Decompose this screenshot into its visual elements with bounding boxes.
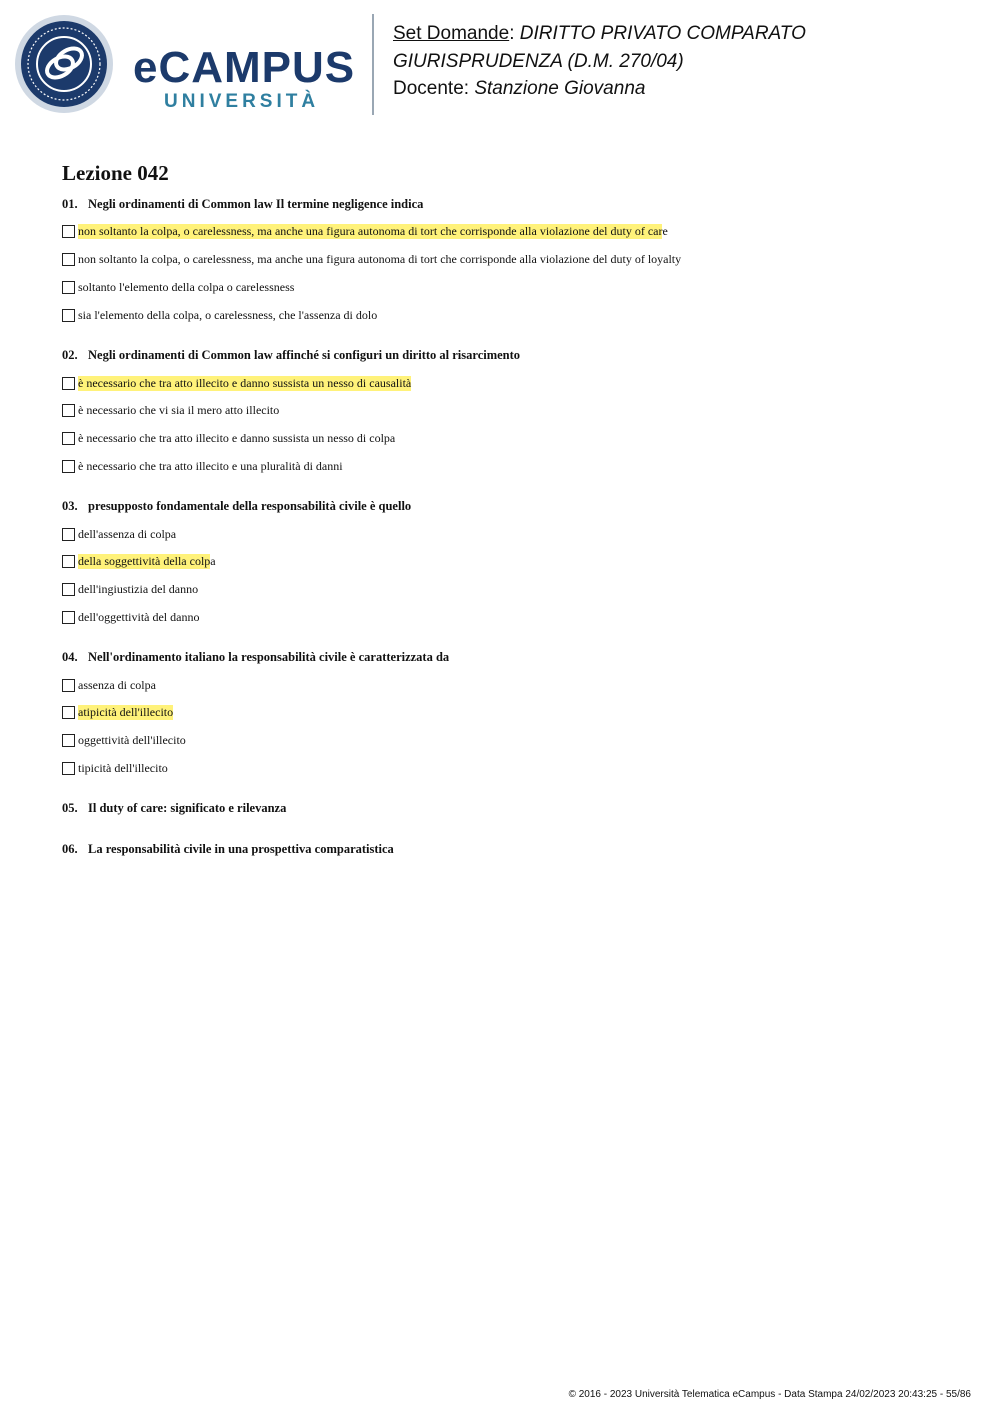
checkbox[interactable] (62, 528, 75, 541)
option-text-highlighted: è necessario che tra atto illecito e danno sussista un nesso di causalità (78, 375, 412, 390)
option-3d (62, 609, 199, 625)
option-3a (62, 526, 176, 542)
option-text: è necessario che vi sia il mero atto illecito (78, 402, 280, 417)
program-name: GIURISPRUDENZA (D.M. 270/04) (393, 50, 684, 72)
ecampus-logo (14, 14, 356, 118)
question-text: Nell'ordinamento italiano la responsabilità civile è caratterizzata da (88, 650, 450, 664)
question-number: 02. (62, 348, 78, 362)
option-text: sia l'elemento della colpa, o carelessness, che l'assenza di dolo (78, 307, 378, 322)
question-text: presupposto fondamentale della responsabilità civile è quello (88, 499, 412, 513)
option-text: assenza di colpa (78, 677, 156, 692)
header-divider (372, 14, 374, 115)
question-03 (62, 499, 411, 514)
option-1a (62, 223, 668, 239)
option-text: tipicità dell'illecito (78, 760, 168, 775)
option-text-highlighted: non soltanto la colpa, o carelessness, ma anche una figura autonoma di tort che corrisponde alla violazione del duty of car (78, 223, 663, 238)
question-04 (62, 650, 449, 665)
option-1b (62, 251, 681, 267)
teacher-label: Docente: (393, 78, 470, 99)
question-text: Negli ordinamenti di Common law affinché si configuri un diritto al risarcimento (88, 348, 521, 362)
logo-subtitle: UNIVERSITÀ (164, 91, 320, 112)
option-text: è necessario che tra atto illecito e una pluralità di danni (78, 458, 343, 473)
option-text-tail: a (210, 553, 216, 568)
option-2c (62, 430, 395, 446)
option-2a (62, 375, 411, 391)
option-text: dell'ingiustizia del danno (78, 581, 199, 596)
option-text-highlighted: della soggettività della colp (78, 553, 211, 568)
option-4b (62, 704, 173, 720)
option-text-highlighted: atipicità dell'illecito (78, 704, 174, 719)
lesson-title: Lezione 042 (62, 161, 169, 185)
checkbox[interactable] (62, 281, 75, 294)
option-text: oggettività dell'illecito (78, 732, 186, 747)
option-3b (62, 553, 216, 569)
question-number: 06. (62, 842, 78, 856)
option-3c (62, 581, 198, 597)
course-name: DIRITTO PRIVATO COMPARATO (519, 23, 806, 44)
checkbox[interactable] (62, 225, 75, 238)
question-text: La responsabilità civile in una prospettiva comparatistica (88, 842, 394, 856)
header-colon: : (509, 23, 515, 44)
ecampus-logo-graphic (14, 14, 356, 118)
option-text-tail: e (662, 223, 668, 238)
question-number: 01. (62, 197, 78, 211)
checkbox[interactable] (62, 253, 75, 266)
header-line-course (393, 20, 806, 48)
teacher-name: Stanzione Giovanna (474, 78, 646, 99)
option-text: è necessario che tra atto illecito e danno sussista un nesso di colpa (78, 430, 396, 445)
question-number: 03. (62, 499, 78, 513)
checkbox[interactable] (62, 706, 75, 719)
question-number: 05. (62, 801, 78, 815)
checkbox[interactable] (62, 432, 75, 445)
checkbox[interactable] (62, 404, 75, 417)
option-text: non soltanto la colpa, o carelessness, ma anche una figura autonoma di tort che corrisponde alla violazione del duty of loyalty (78, 251, 682, 266)
logo-wordmark: eCAMPUS (133, 43, 356, 92)
set-domande-label: Set Domande (393, 23, 510, 44)
option-text: soltanto l'elemento della colpa o carelessness (78, 279, 295, 294)
page-footer: © 2016 - 2023 Università Telematica eCampus - Data Stampa 24/02/2023 20:43:25 - 55/86 (568, 1389, 971, 1400)
option-4c (62, 732, 186, 748)
option-text: dell'assenza di colpa (78, 526, 177, 541)
question-02 (62, 348, 520, 363)
option-4a (62, 677, 156, 693)
question-05 (62, 801, 286, 816)
option-1d (62, 307, 377, 323)
checkbox[interactable] (62, 679, 75, 692)
header-info (393, 20, 806, 103)
question-01 (62, 197, 423, 212)
checkbox[interactable] (62, 377, 75, 390)
question-text: Negli ordinamenti di Common law Il termine negligence indica (88, 197, 424, 211)
checkbox[interactable] (62, 734, 75, 747)
question-06 (62, 842, 394, 857)
option-4d (62, 760, 168, 776)
checkbox[interactable] (62, 460, 75, 473)
checkbox[interactable] (62, 583, 75, 596)
checkbox[interactable] (62, 309, 75, 322)
option-text: dell'oggettività del danno (78, 609, 200, 624)
option-1c (62, 279, 294, 295)
option-2b (62, 402, 279, 418)
header-line-teacher (393, 75, 806, 103)
question-number: 04. (62, 650, 78, 664)
option-2d (62, 458, 343, 474)
checkbox[interactable] (62, 555, 75, 568)
question-text: Il duty of care: significato e rilevanza (88, 801, 287, 815)
checkbox[interactable] (62, 762, 75, 775)
checkbox[interactable] (62, 611, 75, 624)
